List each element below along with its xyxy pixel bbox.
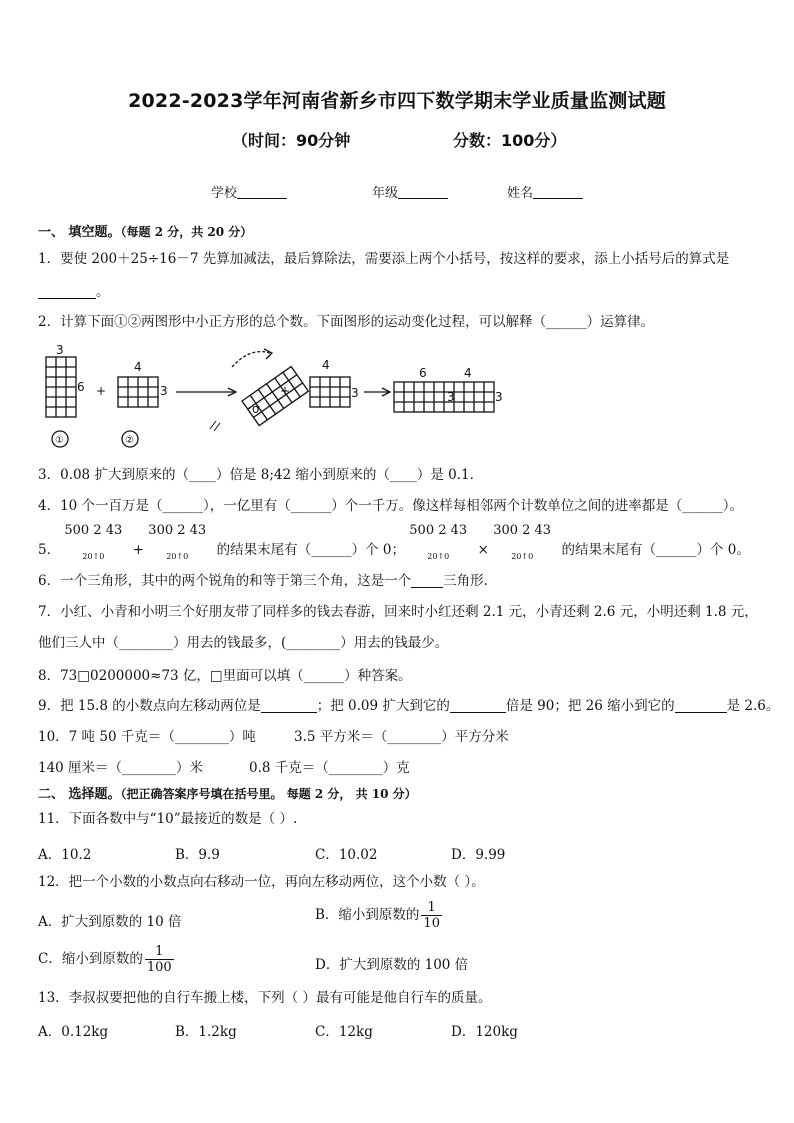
fig-label-sigma: σ [252, 402, 260, 416]
fig-label-3b: 3 [160, 384, 168, 398]
question-13: 13．李叔叔要把他的自行车搬上楼，下列（ ）最有可能是他自行车的质量。 [38, 990, 492, 1006]
q13-option-c: C．12kg [315, 1024, 373, 1040]
question-5: 5． 500 2 43 20↑0 + 300 2 43 20↑0 的结果末尾有（______）个 0； 500 2 43 20↑0 × 300 2 43 20↑0 的结果末尾有（______）个 0。 [38, 523, 750, 561]
question-8: 8．73□0200000≈73 亿，□里面可以填（______）种答案。 [38, 668, 412, 684]
q13-option-a: A．0.12kg [38, 1024, 109, 1040]
fig-label-6: 6 [77, 380, 85, 394]
q12-option-c: C．缩小到原数的 $\frac{1}{100}$ [38, 944, 172, 975]
question-10-a: 10．7 吨 50 千克＝（________）吨 [38, 729, 256, 745]
page-title: 2022-2023学年河南省新乡市四下数学期末学业质量监测试题 [128, 90, 666, 112]
question-2-figure [38, 343, 508, 451]
exam-time: （时间：90分钟 [232, 131, 351, 150]
fig-label-4b: 4 [322, 358, 330, 372]
q11-option-b: B．9.9 [175, 847, 220, 863]
q5-expr-1: 500 2 43 20↑0 [64, 523, 123, 561]
q11-option-d: D．9.99 [451, 847, 506, 863]
q5-expr-4: 300 2 43 20↑0 [493, 523, 552, 561]
section-2-heading: 二、 选择题。（把正确答案序号填在括号里。 每题 2 分， 共 10 分） [38, 787, 417, 802]
q5-expr-3: 500 2 43 20↑0 [409, 523, 468, 561]
question-1: 1．要使 200＋25÷16－7 先算加减法，最后算除法，需要添上两个小括号，按这样的要求，添上小括号后的算式是 [38, 251, 730, 267]
fig-plus-1: + [96, 384, 107, 398]
question-6: 6．一个三角形，其中的两个锐角的和等于第三个角，这是一个 三角形. [38, 573, 488, 589]
fig-plus-2: + [280, 384, 291, 398]
question-11: 11．下面各数中与“10”最接近的数是（ ）. [38, 811, 298, 827]
name-field: 姓名 [507, 182, 583, 201]
q13-option-d: D．120kg [451, 1024, 518, 1040]
fig-circle-2: ② [125, 435, 134, 446]
section-1-heading: 一、 填空题。（每题 2 分，共 20 分） [38, 225, 253, 240]
question-2: 2．计算下面①②两图形中小正方形的总个数。下面图形的运动变化过程，可以解释（______）运算律。 [38, 314, 655, 330]
fig-label-4c: 4 [464, 366, 472, 380]
q11-option-c: C．10.02 [315, 847, 378, 863]
fig-circle-1: ① [55, 435, 64, 446]
question-7-line-1: 7．小红、小青和小明三个好朋友带了同样多的钱去春游，回来时小红还剩 2.1 元，小青还剩 2.6 元，小明还剩 1.8 元， [38, 604, 758, 620]
question-4: 4．10 个一百万是（______），一亿里有（______）个一千万。像这样每相邻两个计数单位之间的进率都是（______）。 [38, 498, 744, 514]
question-3: 3．0.08 扩大到原来的（____）倍是 8;42 缩小到原来的（____）是 0.1. [38, 467, 474, 483]
school-field: 学校 [211, 182, 287, 201]
fig-label-3d: 3 [447, 390, 455, 404]
question-7-line-2: 他们三人中（________）用去的钱最多，(________）用去的钱最少。 [38, 635, 449, 651]
q11-option-a: A．10.2 [38, 847, 92, 863]
fig-label-4a: 4 [134, 360, 142, 374]
exam-score: 分数：100分） [453, 131, 567, 150]
q12-option-a: A．扩大到原数的 10 倍 [38, 914, 182, 930]
question-12: 12．把一个小数的小数点向右移动一位，再向左移动两位，这个小数（ ）。 [38, 874, 485, 890]
q12-b-fraction: $\frac{1}{10}$ [423, 900, 440, 931]
question-10-b: 3.5 平方米＝（________）平方分米 [294, 729, 509, 745]
question-10-c: 140 厘米＝（________）米 [38, 760, 204, 776]
q12-option-d: D．扩大到原数的 100 倍 [315, 957, 469, 973]
question-10-d: 0.8 千克＝（________）克 [249, 760, 410, 776]
q12-c-fraction: $\frac{1}{100}$ [146, 944, 172, 975]
fig-label-3c: 3 [351, 386, 359, 400]
q12-option-b: B．缩小到原数的 $\frac{1}{10}$ [315, 900, 440, 931]
grade-field: 年级 [372, 182, 448, 201]
fig-label-3e: 3 [495, 390, 503, 404]
q5-expr-2: 300 2 43 20↑0 [148, 523, 207, 561]
fig-label-6b: 6 [419, 366, 427, 380]
question-1-answer: 。 [38, 283, 110, 301]
q13-option-b: B．1.2kg [175, 1024, 237, 1040]
question-9: 9．把 15.8 的小数点向左移动两位是 ；把 0.09 扩大到它的 倍是 90；把 26 缩小到它的 是 2.6。 [38, 698, 780, 714]
fig-label-3a: 3 [56, 343, 64, 357]
